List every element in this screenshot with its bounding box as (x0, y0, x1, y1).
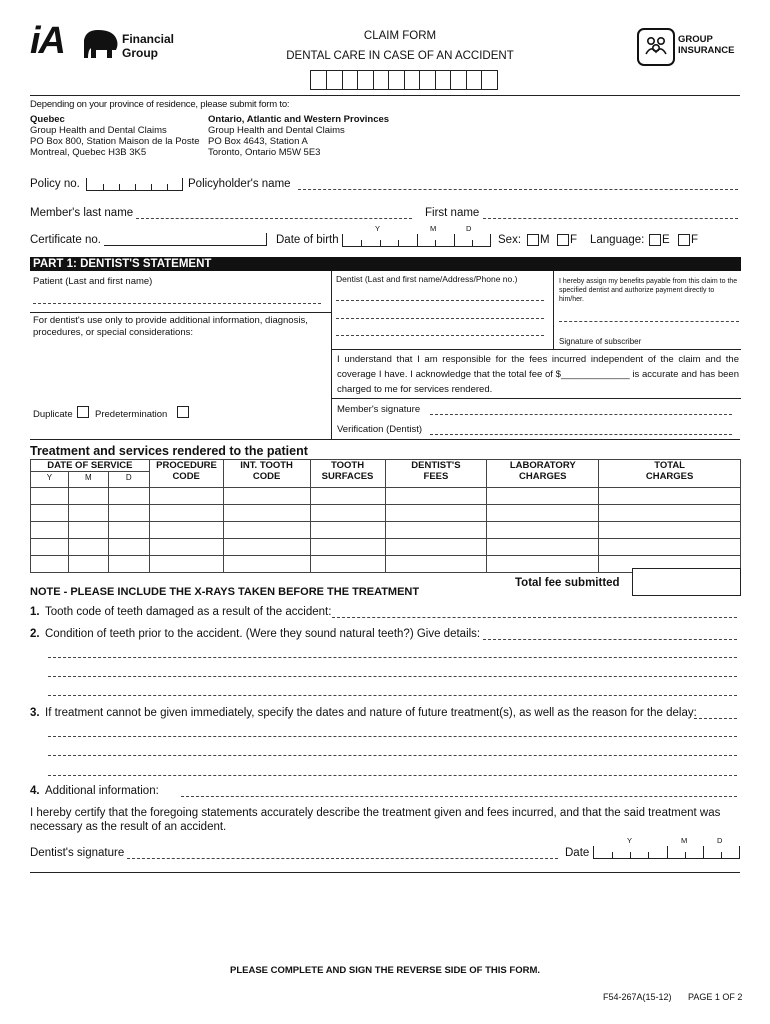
quebec-line2: PO Box 800, Station Maison de la Poste (30, 136, 200, 147)
reverse-side-notice: PLEASE COMPLETE AND SIGN THE REVERSE SIDE OF THIS FORM. (229, 965, 540, 976)
date-m-label: M (681, 836, 688, 845)
q2-field-1[interactable] (48, 657, 737, 658)
q1-number: 1. (30, 606, 40, 618)
logo-group: Group (122, 46, 158, 60)
col-laboratory-charges: LABORATORY CHARGES (487, 460, 599, 488)
q2-field-3[interactable] (48, 695, 737, 696)
q3-field-2[interactable] (48, 755, 737, 756)
badge-insurance: INSURANCE (678, 45, 735, 56)
mailing-intro: Depending on your province of residence, please submit form to: (30, 99, 290, 110)
q3-text: If treatment cannot be given immediately, specify the dates and nature of future treatment(s), as well as the reason for the delay: (45, 707, 697, 719)
certify-text: I hereby certify that the foregoing statements accurately describe the treatment given and fees incurred, and that the said treatment was necessary as the result of an accident. (30, 807, 721, 833)
ontario-line1: Group Health and Dental Claims (208, 125, 345, 136)
lang-f-checkbox[interactable] (678, 234, 690, 246)
col-date-of-service: DATE OF SERVICE (31, 460, 150, 472)
member-signature-field[interactable] (430, 414, 732, 415)
treatment-table (30, 459, 741, 573)
page-number: PAGE 1 OF 2 (688, 992, 743, 1002)
last-name-field[interactable] (136, 218, 412, 219)
ontario-line3: Toronto, Ontario M5W 5E3 (208, 147, 321, 158)
form-title: CLAIM FORM (363, 30, 437, 42)
form-subtitle: DENTAL CARE IN CASE OF AN ACCIDENT (286, 50, 514, 62)
q2-field-0[interactable] (483, 639, 737, 640)
certificate-label: Certificate no. (30, 234, 101, 246)
dentist-signature-label: Dentist's signature (30, 847, 125, 859)
policy-no-field[interactable] (86, 178, 183, 191)
date-y-label: Y (627, 836, 633, 845)
q4-number: 4. (30, 785, 40, 797)
q2-field-2[interactable] (48, 676, 737, 677)
col-m: M (68, 472, 108, 488)
q4-text: Additional information: (45, 785, 159, 797)
policy-no-label: Policy no. (30, 178, 80, 190)
subscriber-signature-label: Signature of subscriber (559, 337, 642, 346)
dentist-info-label: Dentist (Last and first name/Address/Phone no.) (336, 274, 518, 284)
claim-number-boxes[interactable] (310, 70, 498, 90)
dentist-signature-field[interactable] (127, 858, 558, 859)
q1-text: Tooth code of teeth damaged as a result of the accident: (45, 606, 332, 618)
first-name-field[interactable] (483, 218, 738, 219)
table-row[interactable] (31, 488, 741, 505)
ontario-line2: PO Box 4643, Station A (208, 136, 308, 147)
dentist-info-field-1[interactable] (336, 300, 544, 301)
assign-text: I hereby assign my benefits payable from this claim to the specified dentist and authorize payment directly to him/her. (559, 278, 738, 303)
sex-m-label: M (540, 234, 550, 246)
lang-e-label: E (662, 234, 670, 246)
dob-d-label: D (466, 224, 472, 233)
quebec-title: Quebec (30, 114, 65, 125)
sex-label: Sex: (498, 234, 522, 246)
q3-number: 3. (30, 707, 40, 719)
language-label: Language: (590, 234, 645, 246)
date-field[interactable] (593, 846, 740, 859)
part1-header (30, 257, 741, 271)
col-tooth-surfaces: TOOTH SURFACES (310, 460, 385, 488)
date-d-label: D (717, 836, 723, 845)
subscriber-signature-field[interactable] (559, 321, 739, 322)
col-dentist-fees: DENTIST'S FEES (385, 460, 487, 488)
first-name-label: First name (425, 207, 480, 219)
total-fee-box[interactable] (632, 568, 741, 596)
ontario-title: Ontario, Atlantic and Western Provinces (208, 114, 390, 125)
table-row[interactable] (31, 522, 741, 539)
q1-field[interactable] (332, 617, 737, 618)
dentist-info-field-2[interactable] (336, 318, 544, 319)
form-code: F54-267A(15-12) (603, 992, 672, 1002)
col-y: Y (31, 472, 69, 488)
header-divider (30, 95, 740, 96)
table-row[interactable] (31, 539, 741, 556)
total-fee-label: Total fee submitted (515, 577, 620, 589)
ia-logo (30, 20, 175, 66)
dentist-info-field-3[interactable] (336, 335, 544, 336)
logo-financial: Financial (122, 32, 175, 46)
treatment-title: Treatment and services rendered to the patient (30, 444, 308, 458)
elephant-icon (82, 28, 120, 60)
sex-f-checkbox[interactable] (557, 234, 569, 246)
col-procedure-code: PROCEDURE CODE (149, 460, 223, 488)
quebec-line3: Montreal, Quebec H3B 3K5 (30, 147, 147, 158)
col-d: D (108, 472, 149, 488)
col-total-charges: TOTAL CHARGES (599, 460, 741, 488)
understand-text: I understand that I am responsible for the fees incurred independent of the claim and the coverage I have. I acknowledge that the total fee of $_____________ is accurate and has been charged to me for services rendered. (337, 354, 739, 395)
dob-field[interactable] (342, 234, 491, 247)
sex-f-label: F (570, 234, 578, 246)
part1-title: PART 1: DENTIST'S STATEMENT (33, 258, 212, 270)
xray-note: NOTE - PLEASE INCLUDE THE X-RAYS TAKEN BEFORE THE TREATMENT (30, 586, 420, 598)
q3-field-0[interactable] (694, 718, 737, 719)
duplicate-checkbox[interactable] (77, 406, 89, 418)
verification-field[interactable] (430, 434, 732, 435)
sex-m-checkbox[interactable] (527, 234, 539, 246)
certificate-field[interactable] (104, 245, 266, 246)
logo-ia-text: iA (30, 20, 64, 62)
col-tooth-code: INT. TOOTH CODE (223, 460, 310, 488)
dob-y-label: Y (375, 224, 381, 233)
lang-e-checkbox[interactable] (649, 234, 661, 246)
q3-field-1[interactable] (48, 736, 737, 737)
patient-label: Patient (Last and first name) (33, 276, 153, 287)
dob-m-label: M (430, 224, 437, 233)
date-label: Date (565, 847, 590, 859)
table-row[interactable] (31, 505, 741, 522)
duplicate-label: Duplicate (33, 409, 73, 420)
badge-group: GROUP (678, 34, 713, 45)
q2-text: Condition of teeth prior to the accident. (Were they sound natural teeth?) Give details: (45, 628, 481, 640)
member-signature-label: Member's signature (337, 404, 421, 415)
predetermination-label: Predetermination (95, 409, 168, 420)
lang-f-label: F (691, 234, 699, 246)
dob-label: Date of birth (276, 234, 339, 246)
quebec-line1: Group Health and Dental Claims (30, 125, 167, 136)
q2-number: 2. (30, 628, 40, 640)
patient-field[interactable] (33, 303, 321, 304)
group-insurance-icon (637, 28, 675, 66)
policyholder-label: Policyholder's name (188, 178, 291, 190)
predetermination-checkbox[interactable] (177, 406, 189, 418)
q3-field-3[interactable] (48, 775, 737, 776)
last-name-label: Member's last name (30, 207, 134, 219)
footer-divider (30, 872, 740, 873)
q4-field[interactable] (181, 796, 737, 797)
verification-label: Verification (Dentist) (337, 424, 423, 435)
policyholder-field[interactable] (298, 189, 738, 190)
dentist-use-label: For dentist's use only to provide additional information, diagnosis, procedures, or special considerations: (33, 315, 308, 338)
